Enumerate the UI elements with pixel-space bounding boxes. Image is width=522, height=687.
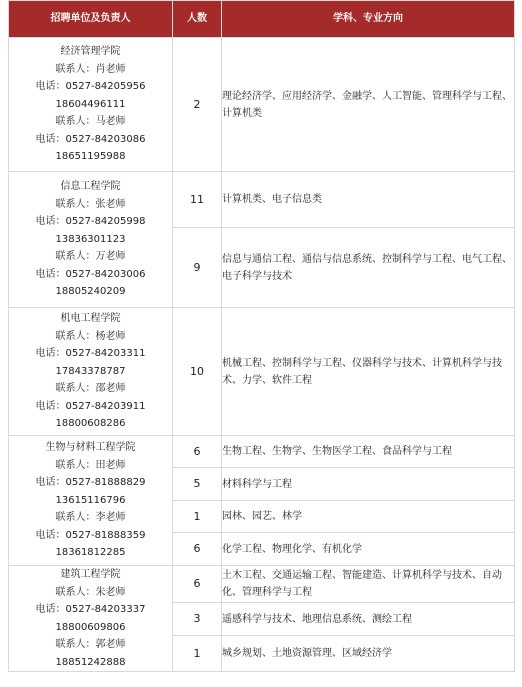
table-row bbox=[9, 436, 515, 468]
header-fields: 学科、专业方向 bbox=[222, 1, 515, 38]
count-cell: 9 bbox=[173, 228, 222, 308]
phone-line: 电话：0527-84203911 bbox=[35, 400, 146, 412]
fields-cell: 化学工程、物理化学、有机化学 bbox=[222, 533, 515, 566]
header-unit: 招聘单位及负责人 bbox=[9, 1, 173, 38]
table-row bbox=[9, 308, 515, 436]
contact-line: 联系人：李老师 bbox=[55, 512, 126, 524]
table-row bbox=[9, 566, 515, 603]
unit-cell bbox=[9, 566, 173, 672]
contact-line: 联系人：郭老师 bbox=[55, 639, 126, 650]
contact-line: 联系人：邵老师 bbox=[55, 383, 126, 395]
mobile-line: 18800608286 bbox=[55, 418, 126, 430]
phone-line: 电话：0527-84205956 bbox=[35, 81, 146, 93]
fields-cell: 土木工程、交通运输工程、智能建造、计算机科学与技术、自动化、管理科学与工程 bbox=[222, 566, 515, 603]
count-cell: 10 bbox=[173, 308, 222, 436]
fields-cell: 计算机类、电子信息类 bbox=[222, 172, 515, 228]
fields-cell: 城乡规划、土地资源管理、区域经济学 bbox=[222, 636, 515, 672]
contact-line: 联系人：马老师 bbox=[55, 116, 126, 128]
fields-cell: 遥感科学与技术、地理信息系统、测绘工程 bbox=[222, 603, 515, 636]
fields-cell: 材料科学与工程 bbox=[222, 468, 515, 501]
unit-cell bbox=[9, 38, 173, 172]
contact-line: 联系人：肖老师 bbox=[55, 63, 126, 75]
phone-line: 电话：0527-84205998 bbox=[35, 216, 146, 228]
count-cell: 6 bbox=[173, 436, 222, 468]
unit-name: 建筑工程学院 bbox=[60, 569, 121, 580]
recruitment-table bbox=[8, 0, 515, 672]
mobile-line: 18805240209 bbox=[55, 286, 126, 298]
phone-line: 电话：0527-84203337 bbox=[35, 604, 146, 615]
unit-cell bbox=[9, 308, 173, 436]
fields-cell: 机械工程、控制科学与工程、仪器科学与技术、计算机科学与技术、力学、软件工程 bbox=[222, 308, 515, 436]
contact-line: 联系人：万老师 bbox=[55, 251, 126, 263]
unit-name: 信息工程学院 bbox=[60, 181, 121, 193]
unit-name: 机电工程学院 bbox=[60, 313, 121, 325]
mobile-line: 18651195988 bbox=[55, 151, 126, 163]
fields-cell: 信息与通信工程、通信与信息系统、控制科学与工程、电气工程、电子科学与技术 bbox=[222, 228, 515, 308]
phone-line: 电话：0527-81888359 bbox=[35, 529, 146, 541]
unit-cell bbox=[9, 436, 173, 566]
count-cell: 3 bbox=[173, 603, 222, 636]
mobile-line: 13615116796 bbox=[55, 494, 126, 506]
count-cell: 1 bbox=[173, 501, 222, 533]
count-cell: 1 bbox=[173, 636, 222, 672]
unit-cell bbox=[9, 172, 173, 308]
count-cell: 5 bbox=[173, 468, 222, 501]
phone-line: 电话：0527-84203311 bbox=[35, 348, 146, 360]
fields-cell: 园林、园艺、林学 bbox=[222, 501, 515, 533]
contact-line: 联系人：杨老师 bbox=[55, 330, 126, 342]
mobile-line: 18800609806 bbox=[55, 621, 126, 633]
contact-line: 联系人：朱老师 bbox=[55, 586, 126, 598]
header-count: 人数 bbox=[173, 1, 222, 38]
phone-line: 电话：0527-81888829 bbox=[35, 477, 146, 489]
mobile-line: 18604496111 bbox=[55, 98, 126, 110]
mobile-line: 13836301123 bbox=[55, 233, 126, 245]
phone-line: 电话：0527-84203006 bbox=[35, 268, 146, 280]
mobile-line: 18361812285 bbox=[55, 547, 126, 559]
table-header-row bbox=[9, 1, 515, 38]
mobile-line: 17843378787 bbox=[55, 365, 126, 377]
fields-cell: 理论经济学、应用经济学、金融学、人工智能、管理科学与工程、计算机类 bbox=[222, 38, 515, 172]
phone-line: 电话：0527-84203086 bbox=[35, 133, 146, 145]
contact-line: 联系人：张老师 bbox=[55, 198, 126, 210]
mobile-line: 18851242888 bbox=[55, 656, 126, 668]
unit-name: 生物与材料工程学院 bbox=[45, 442, 136, 454]
table-row bbox=[9, 172, 515, 228]
unit-name: 经济管理学院 bbox=[60, 46, 121, 58]
fields-cell: 生物工程、生物学、生物医学工程、食品科学与工程 bbox=[222, 436, 515, 468]
count-cell: 2 bbox=[173, 38, 222, 172]
count-cell: 6 bbox=[173, 533, 222, 566]
contact-line: 联系人：田老师 bbox=[55, 459, 126, 471]
count-cell: 6 bbox=[173, 566, 222, 603]
table-row bbox=[9, 38, 515, 172]
count-cell: 11 bbox=[173, 172, 222, 228]
